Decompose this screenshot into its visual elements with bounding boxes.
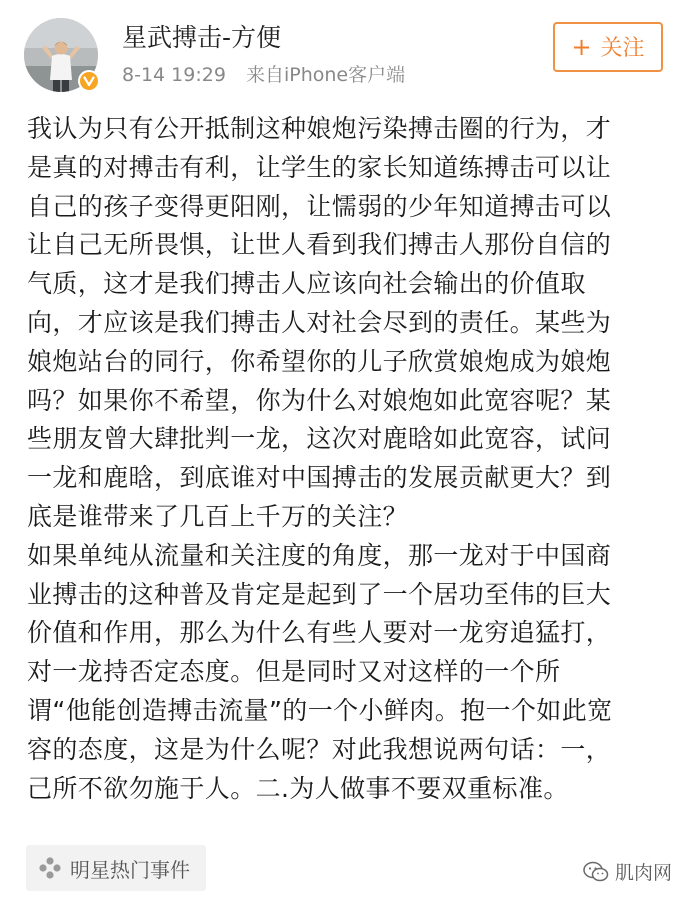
- post-line: 娘炮站台的同行，你希望你的儿子欣赏娘炮成为娘炮: [27, 346, 612, 376]
- post-line: 容的态度，这是为什么呢？对此我想说两句话：一，: [27, 734, 612, 764]
- follow-button-label: 关注: [600, 36, 645, 61]
- post-line: 业搏击的这种普及肯定是起到了一个居功至伟的巨大: [27, 579, 612, 609]
- post-line: 谓“他能创造搏击流量”的一个小鲜肉。抱一个如此宽: [27, 695, 613, 725]
- post-line: 些朋友曾大肆批判一龙，这次对鹿晗如此宽容，试问: [27, 424, 612, 454]
- post-line: 己所不欲勿施于人。二.为人做事不要双重标准。: [27, 773, 569, 803]
- post-line: 自己的孩子变得更阳刚，让懦弱的少年知道搏击可以: [27, 191, 612, 221]
- author-name[interactable]: 星武搏击-方便: [122, 23, 282, 52]
- topic-chip[interactable]: [26, 845, 206, 891]
- post-line: 如果单纯从流量和关注度的角度，那一龙对于中国商: [27, 540, 612, 570]
- post-line: 是真的对搏击有利，让学生的家长知道练搏击可以让: [27, 152, 612, 182]
- watermark: [583, 858, 672, 885]
- post-line: 底是谁带来了几百上千万的关注？: [27, 501, 409, 531]
- post-line: 价值和作用，那么为什么有些人要对一龙穷追猛打，: [27, 618, 612, 648]
- plus-icon: +: [571, 33, 592, 61]
- topic-label: 明星热门事件: [70, 857, 190, 882]
- verified-v-icon: [80, 72, 98, 90]
- post-line: 气质，这才是我们搏击人应该向社会输出的价值取: [27, 269, 586, 299]
- post-time: 8-14 19:29: [122, 64, 226, 86]
- topic-flower-icon: [38, 856, 62, 880]
- follow-button[interactable]: [553, 22, 663, 72]
- post-line: 向，才应该是我们搏击人对社会尽到的责任。某些为: [27, 307, 612, 337]
- watermark-label: 肌肉网: [615, 862, 673, 884]
- post-source: 来自iPhone客户端: [245, 64, 406, 86]
- wechat-icon: [583, 861, 609, 883]
- post-line: 对一龙持否定态度。但是同时又对这样的一个所: [27, 657, 561, 687]
- post-meta: [122, 62, 405, 88]
- post-line: 我认为只有公开抵制这种娘炮污染搏击圈的行为，才: [27, 114, 612, 143]
- post-line: 吗？如果你不希望，你为什么对娘炮如此宽容呢？某: [27, 385, 612, 415]
- post-body: [27, 110, 667, 808]
- post-line: 一龙和鹿晗，到底谁对中国搏击的发展贡献更大？到: [27, 463, 612, 493]
- post-line: 让自己无所畏惧，让世人看到我们搏击人那份自信的: [27, 230, 612, 260]
- post-header: [0, 0, 690, 100]
- verified-badge: [78, 70, 100, 92]
